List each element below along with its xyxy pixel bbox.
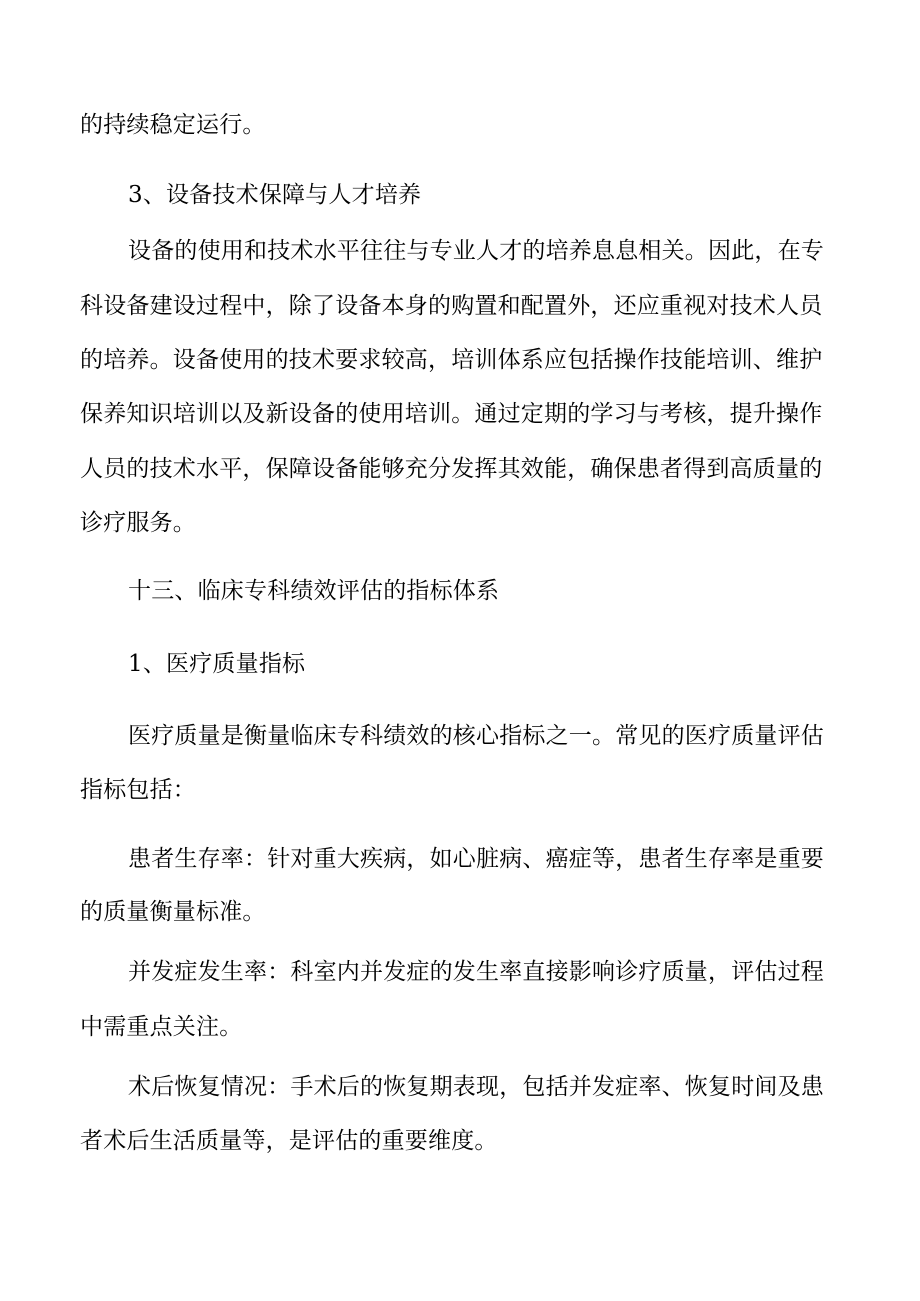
paragraph-line: 保养知识培训以及新设备的使用培训。通过定期的学习与考核，提升操作 — [80, 401, 823, 427]
paragraph-line: 并发症发生率：科室内并发症的发生率直接影响诊疗质量，评估过程 — [128, 959, 824, 985]
paragraph-line: 者术后生活质量等，是评估的重要维度。 — [80, 1128, 498, 1154]
paragraph-line: 医疗质量是衡量临床专科绩效的核心指标之一。常见的医疗质量评估 — [128, 723, 824, 749]
paragraph-line: 人员的技术水平，保障设备能够充分发挥其效能，确保患者得到高质量的 — [80, 456, 823, 482]
paragraph-line: 诊疗服务。 — [80, 510, 196, 536]
section-heading-equipment-talent: 3、设备技术保障与人才培养 — [128, 182, 422, 208]
paragraph-line: 的质量衡量标准。 — [80, 899, 266, 925]
section-heading-medical-quality: 1、医疗质量指标 — [128, 651, 306, 677]
paragraph-continuation-line: 的持续稳定运行。 — [80, 112, 266, 138]
paragraph-line: 指标包括： — [80, 777, 196, 803]
paragraph-line: 中需重点关注。 — [80, 1014, 243, 1040]
paragraph-line: 科设备建设过程中，除了设备本身的购置和配置外，还应重视对技术人员 — [80, 293, 823, 319]
paragraph-line: 患者生存率：针对重大疾病，如心脏病、癌症等，患者生存率是重要 — [128, 846, 824, 872]
chapter-heading-performance-indicators: 十三、临床专科绩效评估的指标体系 — [128, 578, 500, 604]
paragraph-line: 的培养。设备使用的技术要求较高，培训体系应包括操作技能培训、维护 — [80, 347, 823, 373]
paragraph-line: 设备的使用和技术水平往往与专业人才的培养息息相关。因此，在专 — [128, 238, 824, 264]
paragraph-line: 术后恢复情况：手术后的恢复期表现，包括并发症率、恢复时间及患 — [128, 1074, 824, 1100]
